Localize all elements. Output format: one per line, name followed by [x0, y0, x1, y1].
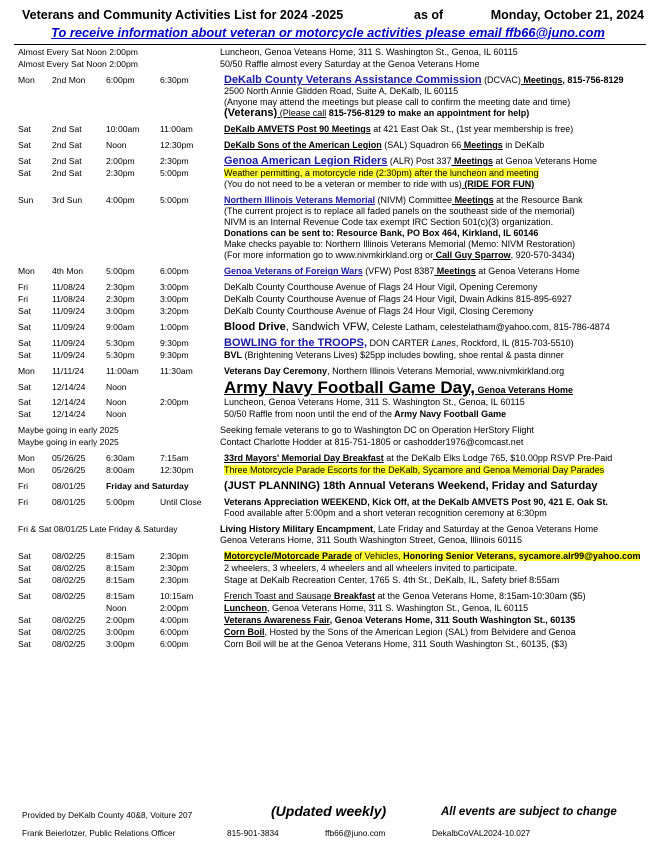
event-description — [214, 524, 646, 546]
event-date: 08/02/25 — [52, 639, 86, 649]
description-text: , Late Friday and Saturday at the Genoa Veterans Home — [373, 524, 599, 534]
event-day: Mon — [18, 366, 35, 376]
event-end: 9:30pm — [160, 338, 189, 348]
description-text: Contact Charlotte Hodder at 815-751-1805 or cashodder1976@comcast.net — [220, 437, 524, 447]
description-text: 2 wheelers, 3 wheelers, 4 wheelers and all wheelers invited to participate. — [224, 563, 518, 573]
event-date: 12/14/24 — [52, 409, 86, 419]
event-start: 5:30pm — [106, 338, 135, 348]
event-end: 4:00pm — [160, 615, 189, 625]
event-date: 11/09/24 — [52, 306, 85, 316]
description-text: (You do not need to be a veteran or member to ride with us) — [224, 179, 462, 189]
event-end: 10:15am — [160, 591, 194, 601]
description-text: (VFW) Post 8387 — [362, 266, 435, 276]
event-day: Fri — [18, 294, 29, 304]
event-row — [14, 266, 646, 277]
event-start: Noon — [106, 603, 127, 613]
description-text: (DCVAC) — [481, 75, 521, 85]
updated-weekly: (Updated weekly) — [271, 803, 387, 819]
event-day: Sat — [18, 322, 31, 332]
event-row — [14, 195, 646, 261]
event-description — [218, 615, 646, 626]
description-text: at the Resource Bank — [493, 195, 583, 205]
description-text: Donations can be sent to: — [224, 228, 335, 238]
event-start: 3:00pm — [106, 306, 135, 316]
event-date: 11/11/24 — [52, 366, 85, 376]
event-day: Sat — [18, 140, 31, 150]
event-day: Mon — [18, 453, 35, 463]
event-date: 2nd Sat — [52, 140, 82, 150]
event-end: 12:30pm — [160, 465, 194, 475]
event-when: Almost Every Sat Noon 2:00pm — [18, 59, 138, 69]
description-text: DeKalb County Courthouse Avenue of Flags 24 Hour Vigil, Closing Ceremony — [224, 306, 534, 316]
description-text: (ALR) Post 337 — [387, 156, 452, 166]
event-end: 5:00pm — [160, 168, 189, 178]
event-day: Sat — [18, 306, 31, 316]
description-text: Honoring Senior Veterans, — [400, 551, 517, 561]
event-start: Friday and Saturday — [106, 481, 189, 491]
description-text: 50/50 Raffle from noon until the end of the — [224, 409, 392, 419]
event-description — [214, 59, 646, 70]
description-text: (Veterans) — [224, 107, 278, 119]
event-start: 2:30pm — [106, 294, 135, 304]
description-text: , 815-756-8129 — [562, 75, 624, 85]
description-text: (Brightening Veterans Lives) $25pp includes bowling, shoe rental & pasta dinner — [242, 350, 564, 360]
events-list — [14, 47, 646, 650]
event-date: 12/14/24 — [52, 382, 86, 392]
event-end: 9:30pm — [160, 350, 189, 360]
event-row — [14, 453, 646, 464]
event-end: 6:00pm — [160, 627, 189, 637]
event-row — [14, 481, 646, 492]
description-text: Breakfast — [331, 591, 375, 601]
event-date: 05/26/25 — [52, 465, 86, 475]
description-text: Call Guy Sparrow — [433, 250, 511, 260]
event-description — [218, 563, 646, 574]
event-end: 3:00pm — [160, 294, 189, 304]
event-start: 5:00pm — [106, 497, 135, 507]
description-text: 18th Annual Veterans Weekend, Friday and Saturday — [319, 480, 598, 492]
header-divider — [14, 44, 646, 45]
event-start: 3:00pm — [106, 627, 135, 637]
description-text: (NIVM) Committee — [375, 195, 453, 205]
event-description — [218, 294, 646, 305]
event-row — [14, 425, 646, 436]
event-description — [218, 350, 646, 361]
description-text: sycamore.alr99@yahoo.com — [516, 551, 641, 561]
description-text: Corn Boil will be at the Genoa Veterans Home, 311 South Washington St., 60135, ($3) — [224, 639, 568, 649]
description-text: Meetings — [461, 140, 503, 150]
description-text: Genoa Veterans of Foreign Wars — [224, 266, 363, 276]
description-text: Make checks payable to: Northern Illinois Veterans Memorial (Memo: NIVM Restoration) — [224, 239, 576, 249]
event-row — [14, 168, 646, 190]
description-text: Living History Military Encampment — [220, 524, 374, 534]
description-text: (The current project is to replace all faded panels on the southeast side of the memorial) — [224, 206, 575, 216]
description-text: Genoa American Legion Riders — [224, 155, 388, 167]
event-description — [218, 156, 646, 167]
event-description — [218, 378, 646, 397]
event-start: 8:15am — [106, 591, 135, 601]
event-day: Sat — [18, 397, 31, 407]
event-description — [218, 282, 646, 293]
event-day: Fri — [18, 282, 29, 292]
event-end: 3:00pm — [160, 282, 189, 292]
event-date: 08/02/25 — [52, 591, 86, 601]
event-row — [14, 639, 646, 650]
description-text: Meetings — [329, 124, 371, 134]
description-text: Meetings — [451, 156, 493, 166]
event-row — [14, 350, 646, 361]
event-start: 4:00pm — [106, 195, 135, 205]
event-day: Sat — [18, 156, 31, 166]
event-end: 1:00pm — [160, 322, 189, 332]
event-description — [218, 266, 646, 277]
event-row — [14, 551, 646, 562]
event-date: 11/09/24 — [52, 350, 85, 360]
event-start: 8:15am — [106, 551, 135, 561]
event-end: 2:00pm — [160, 397, 189, 407]
description-text: Northern Illinois Veterans Memorial — [224, 195, 376, 205]
description-text: of Vehicles, — [352, 551, 401, 561]
event-start: 5:00pm — [106, 266, 135, 276]
officer-email[interactable]: ffb66@juno.com — [325, 828, 386, 838]
event-end: 5:00pm — [160, 195, 189, 205]
description-text: Motorcycle/Motorcade Parade — [224, 551, 353, 561]
event-row — [14, 322, 646, 333]
description-text: Resource Bank, PO Box 464, Kirkland, IL 60146 — [334, 228, 539, 238]
description-text: Meetings — [452, 195, 494, 205]
description-text: Meetings — [434, 266, 476, 276]
event-description — [218, 497, 646, 519]
description-text: (1st year membership is free) — [453, 124, 574, 134]
event-start: 8:15am — [106, 575, 135, 585]
event-date: 05/26/25 — [52, 453, 86, 463]
description-text: 815-756-8129 to make an appointment for help) — [326, 108, 530, 118]
event-description — [218, 397, 646, 408]
event-start: 2:00pm — [106, 156, 135, 166]
event-row — [14, 140, 646, 151]
event-end: 11:00am — [160, 124, 193, 134]
description-text: DeKalb County Courthouse Avenue of Flags 24 Hour Vigil, Dwain Adkins 815-895-6927 — [224, 294, 572, 304]
event-start: 10:00am — [106, 124, 140, 134]
event-date: 3rd Sun — [52, 195, 83, 205]
header — [22, 8, 644, 24]
description-text: Veterans Day Ceremony — [224, 366, 328, 376]
description-text: 50/50 Raffle almost every Saturday at the Genoa Veterans Home — [220, 59, 480, 69]
event-description — [214, 47, 646, 58]
event-row — [14, 47, 646, 58]
event-row — [14, 615, 646, 626]
event-end: 3:20pm — [160, 306, 189, 316]
event-start: 9:00am — [106, 322, 135, 332]
event-day: Sat — [18, 563, 31, 573]
event-day: Sat — [18, 338, 31, 348]
description-text: DeKalb AMVETS Post 90 — [224, 124, 330, 134]
event-day: Sat — [18, 168, 31, 178]
description-text: Seeking female veterans to go to Washington DC on Operation HerStory Flight — [220, 425, 534, 435]
description-text: at the DeKalb Elks Lodge 765, $10.00pp RSVP Pre-Paid — [383, 453, 613, 463]
event-end: Until Close — [160, 497, 202, 507]
description-text: Veterans Awareness Fair — [224, 615, 330, 625]
event-date: 11/09/24 — [52, 338, 85, 348]
description-text: Army Navy Football Game — [391, 409, 507, 419]
event-day: Sat — [18, 124, 31, 134]
event-description — [214, 437, 646, 448]
event-end: 7:15am — [160, 453, 189, 463]
description-text: Luncheon, Genoa Veterans Home, 311 S. Washington St., Genoa, IL 60115 — [224, 397, 525, 407]
event-description — [218, 322, 646, 333]
description-text: (Please call — [277, 108, 327, 118]
event-description — [218, 75, 646, 119]
event-day: Sat — [18, 615, 31, 625]
description-text: Luncheon — [224, 603, 267, 613]
event-day: Sat — [18, 382, 31, 392]
event-description — [214, 425, 646, 436]
event-end: 2:00pm — [160, 603, 189, 613]
event-row — [14, 409, 646, 420]
event-day: Sat — [18, 551, 31, 561]
event-row — [14, 465, 646, 476]
event-row — [14, 282, 646, 293]
event-description — [218, 453, 646, 464]
event-day: Sat — [18, 409, 31, 419]
event-row — [14, 378, 646, 397]
event-date: 08/02/25 — [52, 627, 86, 637]
event-row — [14, 59, 646, 70]
all-events-notice: All events are subject to change — [441, 806, 617, 818]
event-row — [14, 397, 646, 408]
description-text: , Rockford, IL (815-703-5510) — [455, 338, 574, 348]
description-text: Luncheon, Genoa Veteans Home, 311 S. Washington St., Genoa, IL 60115 — [220, 47, 518, 57]
description-text: 2500 North Annie Glidden Road, Suite A, DeKalb, IL 60115 — [224, 86, 459, 96]
footer-provided: Provided by DeKalb County 40&8, Voiture 207 — [22, 810, 193, 820]
event-row — [14, 524, 646, 546]
event-start: 2:00pm — [106, 615, 135, 625]
event-description — [218, 140, 646, 151]
event-start: 11:00am — [106, 366, 139, 376]
officer-name: Frank Beierlotzer, Public Relations Officer — [22, 828, 176, 838]
description-text: French Toast and Sausage — [224, 591, 332, 601]
event-description — [218, 639, 646, 650]
event-end: 6:00pm — [160, 639, 189, 649]
event-date: 2nd Sat — [52, 124, 82, 134]
event-day: Sat — [18, 639, 31, 649]
event-description — [218, 366, 646, 377]
event-start: 6:00pm — [106, 75, 135, 85]
event-day: Sat — [18, 575, 31, 585]
description-text: , Genoa Veterans Home, 311 S. Washington St., Genoa, IL 60115 — [267, 603, 529, 613]
event-date: 11/08/24 — [52, 282, 85, 292]
event-date: 12/14/24 — [52, 397, 86, 407]
event-row — [14, 563, 646, 574]
as-of-label: as of — [414, 8, 444, 22]
description-text: Celeste Latham, celestelatham@yahoo.com, 815-786-4874 — [369, 322, 610, 332]
event-day: Fri — [18, 481, 29, 491]
event-day: Mon — [18, 266, 35, 276]
description-text: DeKalb County Veterans Assistance Commission — [224, 74, 482, 86]
event-start: Noon — [106, 140, 127, 150]
subtitle-email-notice[interactable]: To receive information about veteran or motorcycle activities please email ffb66@juno.com — [51, 25, 605, 40]
event-end: 2:30pm — [160, 563, 189, 573]
event-start: Noon — [106, 409, 127, 419]
description-text: Three Motorcycle Parade Escorts for the DeKalb, Sycamore and Genoa Memorial Day Parades — [224, 465, 605, 475]
description-text: (JUST PLANNING) — [224, 480, 320, 492]
description-text: Veterans Appreciation WEEKEND, Kick Off, at the DeKalb AMVETS Post 90, 421 E. Oak St. — [224, 497, 608, 507]
event-start: Noon — [106, 382, 127, 392]
header-date: Monday, October 21, 2024 — [490, 8, 644, 22]
description-text: DeKalb Sons of the American Legion — [224, 140, 382, 150]
event-date: 2nd Sat — [52, 156, 82, 166]
event-when: Maybe going in early 2025 — [18, 437, 119, 447]
event-date: 08/01/25 — [52, 481, 86, 491]
event-row — [14, 603, 646, 614]
event-description — [218, 627, 646, 638]
event-day: Sat — [18, 591, 31, 601]
description-text: DeKalb County Courthouse Avenue of Flags 24 Hour Vigil, Opening Ceremony — [224, 282, 538, 292]
event-date: 2nd Mon — [52, 75, 86, 85]
event-day: Sat — [18, 627, 31, 637]
description-text: at the Genoa Veterans Home, 8:15am-10:30am ($5) — [374, 591, 586, 601]
event-date: 08/02/25 — [52, 575, 86, 585]
event-row — [14, 497, 646, 519]
description-text: Blood Drive — [224, 321, 286, 333]
event-description — [218, 195, 646, 261]
event-date: 08/02/25 — [52, 563, 86, 573]
event-description — [218, 168, 646, 190]
event-description — [218, 465, 646, 476]
description-text: Genoa Veterans Home, 311 South Washington Street, Genoa, Illinois 60115 — [220, 535, 523, 545]
event-description — [218, 591, 646, 602]
description-text: (SAL) Squadron 66 — [381, 140, 462, 150]
description-text: BVL — [224, 350, 242, 360]
event-row — [14, 156, 646, 167]
description-text: (RIDE FOR FUN) — [461, 179, 535, 189]
description-text: at Genoa Veterans Home — [475, 266, 580, 276]
description-text: Weather permitting, a motorcycle ride (2:30pm) after the luncheon and meeting — [224, 168, 539, 178]
event-start: 2:30pm — [106, 282, 135, 292]
event-start: Noon — [106, 397, 127, 407]
description-text: BOWLING for the TROOPS, — [224, 337, 367, 349]
event-date: 08/01/25 — [52, 497, 86, 507]
event-when: Almost Every Sat Noon 2:00pm — [18, 47, 138, 57]
description-text: Army Navy Football Game Day, — [224, 378, 475, 397]
event-description — [218, 603, 646, 614]
event-when: Fri & Sat 08/01/25 Late Friday & Saturday — [18, 524, 178, 534]
event-row — [14, 124, 646, 135]
description-text: in DeKalb — [502, 140, 545, 150]
event-date: 11/09/24 — [52, 322, 85, 332]
description-text: NIVM is an Internal Revenue Code tax exempt IRC Section 501(c)(3) organization. — [224, 217, 554, 227]
event-date: 4th Mon — [52, 266, 84, 276]
description-text: , Northern Illinois Veterans Memorial, www.nivmkirkland.org — [327, 366, 565, 376]
event-row — [14, 294, 646, 305]
description-text: Corn Boil — [224, 627, 265, 637]
event-date: 2nd Sat — [52, 168, 82, 178]
event-start: 2:30pm — [106, 168, 135, 178]
event-row — [14, 627, 646, 638]
description-text: (For more information go to www.nivmkirkland.org or — [224, 250, 434, 260]
event-start: 3:00pm — [106, 639, 135, 649]
description-text: Lanes — [428, 338, 456, 348]
description-text: , Sandwich VFW, — [285, 321, 370, 333]
description-text: (Anyone may attend the meetings but please call to confirm the meeting date and time) — [224, 97, 571, 107]
description-text: , Hosted by the Sons of the American Legion (SAL) from Belvidere and Genoa — [264, 627, 576, 637]
page-title: Veterans and Community Activities List for 2024 -2025 — [22, 8, 344, 22]
event-date: 08/02/25 — [52, 615, 86, 625]
event-row — [14, 437, 646, 448]
event-description — [218, 481, 646, 492]
event-start: 6:30am — [106, 453, 135, 463]
description-text: Genoa Veterans Home — [475, 385, 574, 395]
event-day: Sat — [18, 350, 31, 360]
event-start: 8:15am — [106, 563, 135, 573]
description-text: Meetings — [520, 75, 563, 85]
event-date: 11/08/24 — [52, 294, 85, 304]
event-row — [14, 591, 646, 602]
event-when: Maybe going in early 2025 — [18, 425, 119, 435]
footer-contact — [22, 828, 642, 838]
event-day: Mon — [18, 75, 35, 85]
event-end: 2:30pm — [160, 156, 189, 166]
event-start: 8:00am — [106, 465, 135, 475]
event-end: 6:30pm — [160, 75, 189, 85]
event-row — [14, 366, 646, 377]
event-row — [14, 338, 646, 349]
event-description — [218, 124, 646, 135]
event-end: 11:30am — [160, 366, 193, 376]
description-text: at 421 East Oak St., — [370, 124, 454, 134]
event-end: 6:00pm — [160, 266, 189, 276]
description-text: Food available after 5:00pm and a short veteran recognition ceremony at 6:30pm — [224, 508, 547, 518]
event-end: 2:30pm — [160, 551, 189, 561]
event-description — [218, 551, 646, 562]
description-text: at Genoa Veterans Home — [492, 156, 598, 166]
description-text: 33rd Mayors' Memorial Day Breakfast — [224, 453, 384, 463]
event-description — [218, 409, 646, 420]
description-text: DON CARTER — [367, 338, 429, 348]
event-row — [14, 75, 646, 119]
event-description — [218, 306, 646, 317]
event-start: 5:30pm — [106, 350, 135, 360]
event-day: Fri — [18, 497, 29, 507]
event-end: 12:30pm — [160, 140, 194, 150]
document-id: DekalbCoVAL2024-10.027 — [432, 828, 531, 838]
event-date: 08/02/25 — [52, 551, 86, 561]
event-day: Mon — [18, 465, 35, 475]
event-day: Sun — [18, 195, 34, 205]
event-row — [14, 575, 646, 586]
event-description — [218, 338, 646, 349]
description-text: , Genoa Veterans Home, 311 South Washington St., 60135 — [329, 615, 576, 625]
event-end: 2:30pm — [160, 575, 189, 585]
event-row — [14, 306, 646, 317]
officer-phone: 815-901-3834 — [227, 828, 279, 838]
description-text: Stage at DeKalb Recreation Center, 1765 S. 4th St., DeKalb, IL, Safety brief 8:55am — [224, 575, 560, 585]
event-description — [218, 575, 646, 586]
description-text: , 920-570-3434) — [510, 250, 575, 260]
